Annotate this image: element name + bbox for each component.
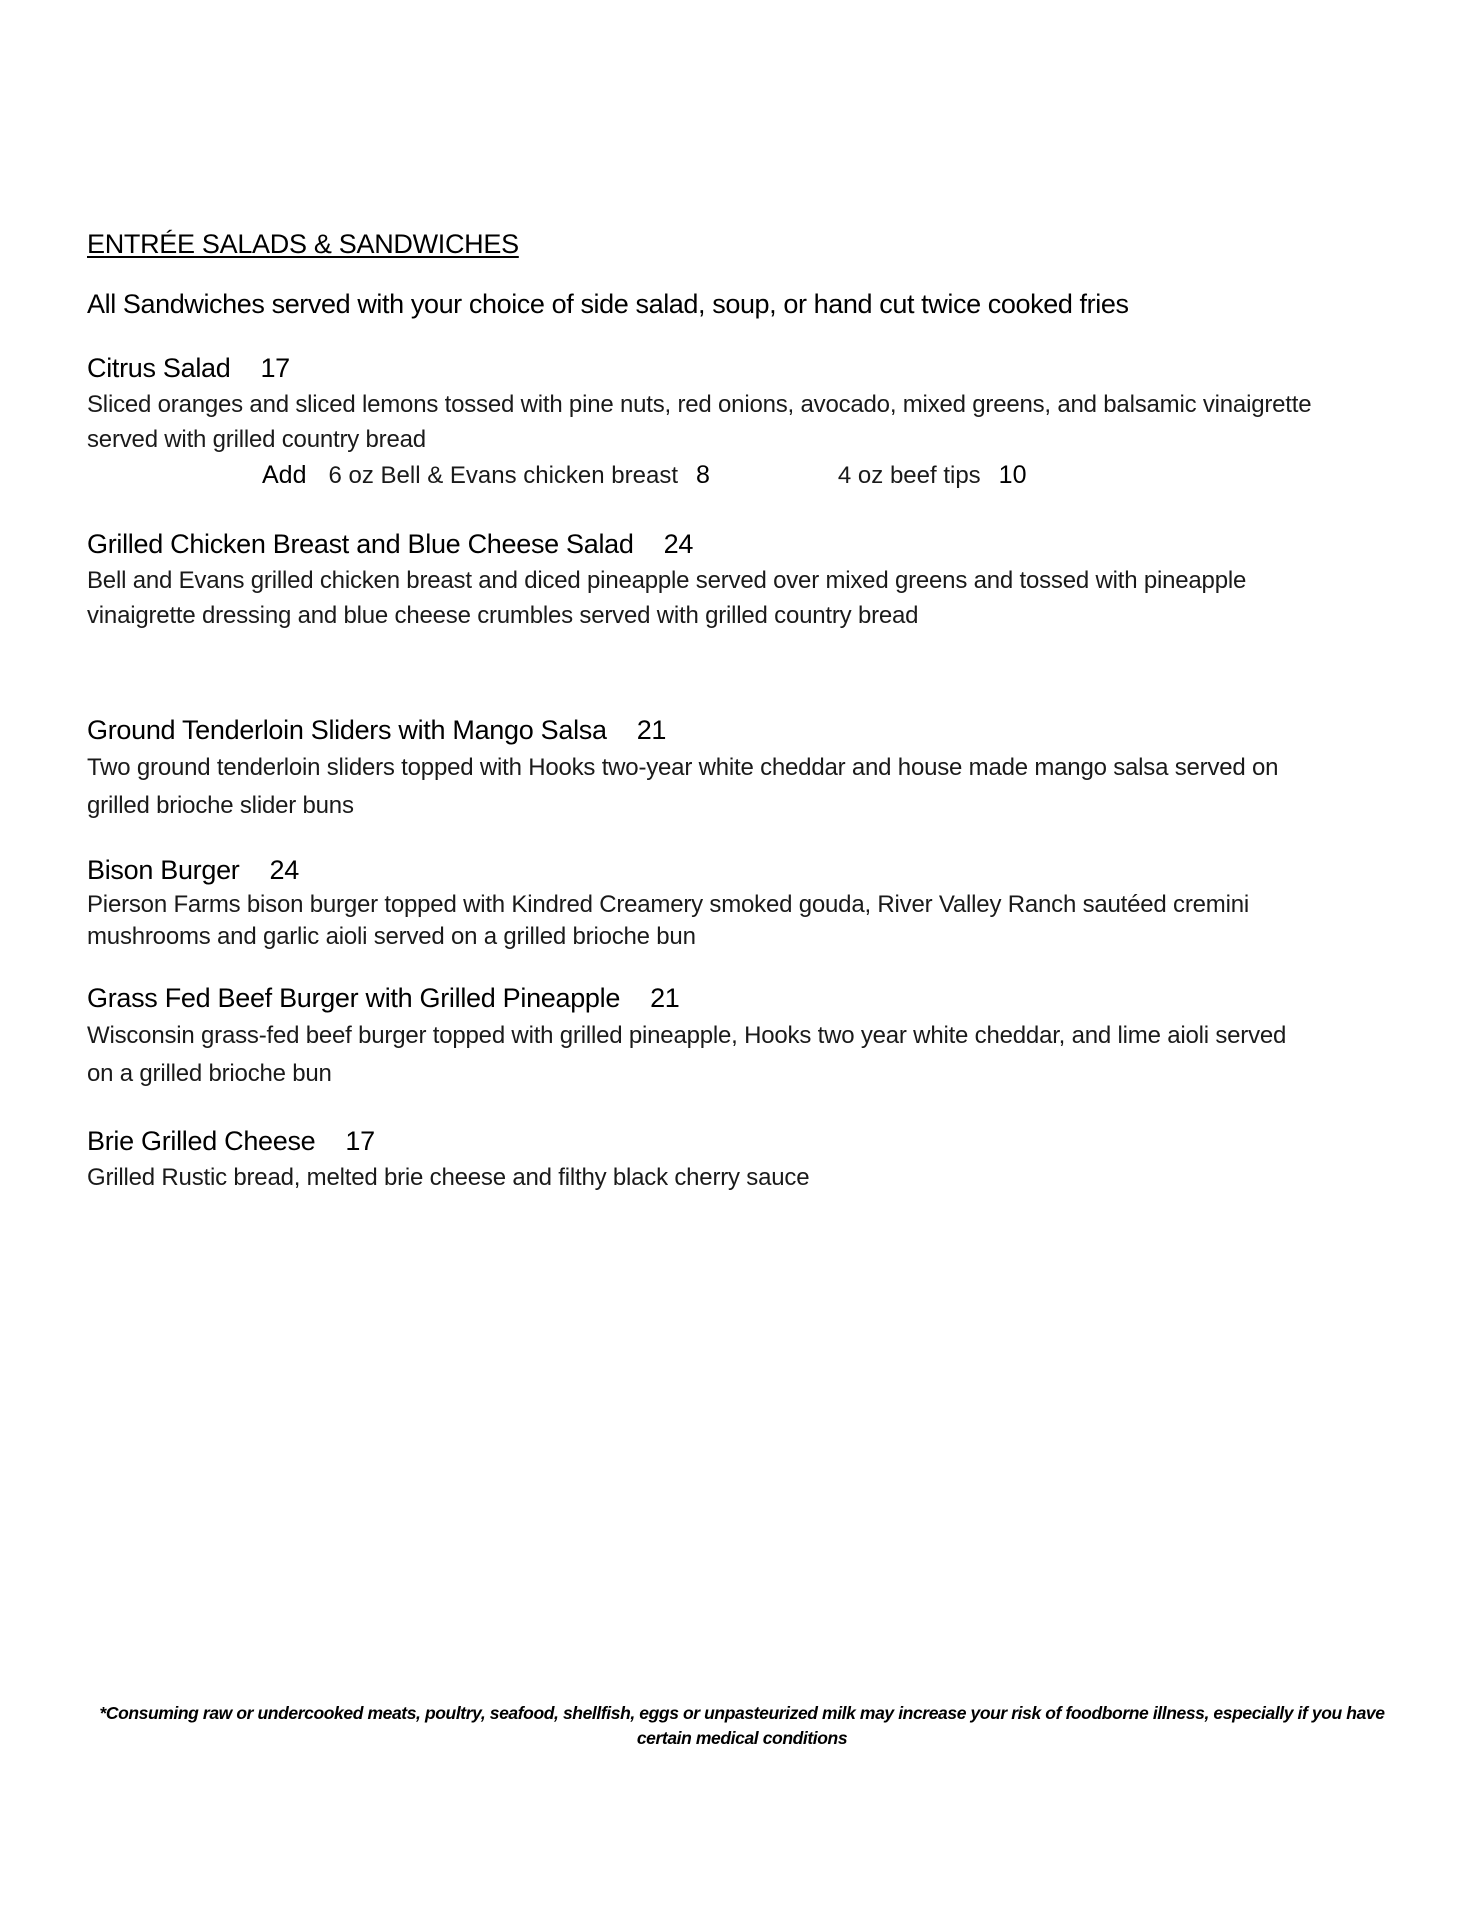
menu-item-price: 21 xyxy=(636,715,667,745)
menu-item-grass-fed-burger xyxy=(87,981,1367,1093)
section-note: All Sandwiches served with your choice of side salad, soup, or hand cut twice cooked fries xyxy=(87,289,1129,319)
addon-chicken-price: 8 xyxy=(696,461,710,489)
menu-item-description: Two ground tenderloin sliders topped with Hooks two-year white cheddar and house made mango salsa served on grilled brioche slider buns xyxy=(87,754,1279,819)
menu-item-description: Sliced oranges and sliced lemons tossed with pine nuts, red onions, avocado, mixed greens, and balsamic vinaigrette served with grilled country bread xyxy=(87,391,1312,453)
menu-item-brie-grilled-cheese xyxy=(87,1124,1367,1195)
menu-item-description: Pierson Farms bison burger topped with Kindred Creamery smoked gouda, River Valley Ranch sautéed cremini mushrooms and garlic aioli served on a grilled brioche bun xyxy=(87,891,1249,950)
menu-item-description: Bell and Evans grilled chicken breast and diced pineapple served over mixed greens and tossed with pineapple vinaigrette dressing and blue cheese crumbles served with grilled country bread xyxy=(87,567,1247,629)
menu-item-description: Wisconsin grass-fed beef burger topped with grilled pineapple, Hooks two year white cheddar, and lime aioli served on a grilled brioche bun xyxy=(87,1022,1287,1087)
menu-item-chicken-blue-cheese-salad xyxy=(87,527,1367,633)
section-heading: ENTRÉE SALADS & SANDWICHES xyxy=(87,229,519,259)
menu-item-price: 24 xyxy=(663,529,694,559)
menu-item-name: Brie Grilled Cheese xyxy=(87,1126,316,1156)
menu-item-bison-burger xyxy=(87,853,1367,953)
menu-item-description: Grilled Rustic bread, melted brie cheese and filthy black cherry sauce xyxy=(87,1164,810,1191)
addon-beef-price: 10 xyxy=(998,461,1027,489)
food-safety-disclaimer: *Consuming raw or undercooked meats, poultry, seafood, shellfish, eggs or unpasteurized milk may increase your risk of foodborne illness, especially if you have certain medical conditions xyxy=(99,1703,1385,1748)
menu-item-title xyxy=(87,981,1367,1015)
menu-item-title xyxy=(87,713,1367,747)
menu-item-name: Grass Fed Beef Burger with Grilled Pineapple xyxy=(87,983,621,1013)
menu-item-title xyxy=(87,527,1367,561)
menu-item-price: 24 xyxy=(269,855,299,885)
menu-item-title xyxy=(87,1124,1367,1158)
menu-item-tenderloin-sliders xyxy=(87,713,1367,825)
menu-item-name: Ground Tenderloin Sliders with Mango Salsa xyxy=(87,715,607,745)
menu-item-price: 17 xyxy=(345,1126,375,1156)
menu-item-name: Bison Burger xyxy=(87,855,240,885)
menu-item-citrus-salad xyxy=(87,351,1367,457)
menu-item-price: 21 xyxy=(650,983,680,1013)
menu-item-name: Citrus Salad xyxy=(87,353,231,383)
addon-label: Add xyxy=(262,461,307,489)
menu-item-name: Grilled Chicken Breast and Blue Cheese Salad xyxy=(87,529,634,559)
menu-item-price: 17 xyxy=(260,353,290,383)
menu-item-title xyxy=(87,853,1367,887)
addon-chicken-text: 6 oz Bell & Evans chicken breast xyxy=(328,462,678,489)
addon-beef-text: 4 oz beef tips xyxy=(837,462,981,489)
menu-item-title xyxy=(87,351,1367,385)
citrus-addons xyxy=(262,458,1026,493)
